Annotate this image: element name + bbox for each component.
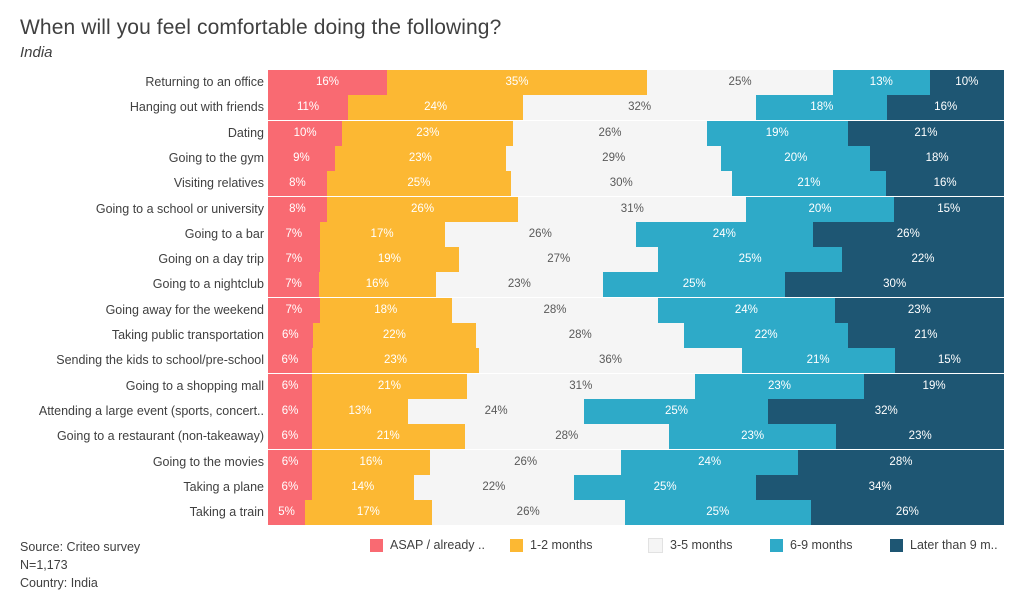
- legend-label: 6-9 months: [790, 538, 853, 552]
- bar-segment: [785, 272, 1004, 297]
- bar-value-label: 32%: [628, 101, 652, 114]
- bar-segment: [268, 121, 342, 146]
- chart-footnote: [20, 538, 140, 592]
- category-label: Going to the movies: [152, 454, 264, 469]
- bar-segment: [658, 298, 835, 323]
- bar-value-label: 24%: [698, 455, 722, 468]
- bar-value-label: 25%: [653, 480, 677, 493]
- legend-swatch-icon: [770, 539, 783, 552]
- bar-value-label: 7%: [285, 303, 303, 316]
- bar-value-label: 6%: [281, 480, 299, 493]
- bar-value-label: 9%: [293, 151, 310, 164]
- bar-value-label: 5%: [278, 506, 295, 519]
- bar-segment: [695, 374, 864, 399]
- bar-segment: [707, 121, 848, 146]
- category-label: Returning to an office: [145, 75, 264, 89]
- bar-value-label: 27%: [547, 253, 571, 266]
- bar-segment: [684, 323, 848, 348]
- bar-value-label: 26%: [528, 227, 552, 240]
- bar-value-label: 26%: [516, 506, 540, 519]
- bar-value-label: 22%: [482, 480, 506, 493]
- category-label: Taking a train: [189, 505, 264, 520]
- bar-segment: [408, 399, 585, 424]
- bar-value-label: 8%: [289, 202, 306, 215]
- bar-value-label: 6%: [281, 329, 299, 341]
- plot-area: [38, 70, 1004, 526]
- chart-row: [129, 95, 1004, 120]
- bar-value-label: 23%: [408, 151, 432, 164]
- bar-value-label: 24%: [424, 101, 448, 114]
- bar-value-label: 16%: [933, 177, 957, 190]
- chart-row: [152, 450, 1004, 475]
- bar-segment: [414, 475, 574, 500]
- legend-item[interactable]: [770, 534, 853, 556]
- bar-value-label: 16%: [365, 278, 389, 291]
- bar-value-label: 28%: [568, 329, 592, 341]
- bar-segment: [312, 348, 480, 373]
- bar-segment: [459, 247, 658, 272]
- category-label: Going to a school or university: [95, 201, 264, 216]
- bar-segment: [268, 70, 387, 95]
- bar-segment: [746, 197, 893, 222]
- bar-segment: [305, 500, 431, 525]
- category-label: Going to a shopping mall: [125, 378, 264, 393]
- bar-value-label: 21%: [806, 354, 830, 367]
- bar-segment: [848, 323, 1004, 348]
- bar-value-label: 22%: [911, 253, 935, 266]
- bar-segment: [732, 171, 887, 196]
- bar-segment: [268, 475, 312, 500]
- bar-segment: [312, 450, 430, 475]
- bar-value-label: 6%: [281, 430, 299, 443]
- bar-segment: [621, 450, 798, 475]
- bar-value-label: 30%: [883, 278, 907, 291]
- category-label: Hanging out with friends: [129, 100, 264, 115]
- bar-segment: [523, 95, 756, 120]
- bar-value-label: 23%: [741, 430, 765, 443]
- bar-segment: [268, 171, 327, 196]
- bar-value-label: 20%: [784, 151, 808, 164]
- bar-segment: [669, 424, 837, 449]
- legend-swatch-icon: [510, 539, 523, 552]
- chart-row: [168, 146, 1004, 171]
- bar-value-label: 23%: [384, 354, 408, 367]
- bar-value-label: 11%: [296, 101, 320, 114]
- bar-value-label: 21%: [914, 126, 938, 139]
- chart-row: [111, 323, 1004, 348]
- bar-segment: [268, 500, 305, 525]
- bar-value-label: 23%: [908, 430, 932, 443]
- bar-value-label: 23%: [507, 278, 531, 291]
- bar-segment: [756, 475, 1004, 500]
- legend-item[interactable]: [510, 534, 593, 556]
- bar-value-label: 15%: [937, 354, 961, 367]
- bar-value-label: 23%: [907, 303, 931, 316]
- chart-row: [125, 374, 1004, 399]
- bar-value-label: 26%: [514, 455, 538, 468]
- bar-segment: [268, 222, 320, 247]
- bar-segment: [327, 171, 511, 196]
- bar-segment: [268, 272, 319, 297]
- bar-value-label: 24%: [734, 303, 758, 316]
- bar-value-label: 25%: [706, 506, 730, 519]
- bar-value-label: 26%: [411, 202, 435, 215]
- bar-value-label: 35%: [505, 76, 529, 88]
- bar-segment: [835, 298, 1004, 323]
- bar-value-label: 22%: [382, 329, 406, 341]
- bar-segment: [452, 298, 658, 323]
- category-label: Taking a plane: [183, 479, 264, 494]
- bar-segment: [506, 146, 722, 171]
- legend-swatch-icon: [648, 538, 663, 553]
- bar-segment: [930, 70, 1004, 95]
- bar-segment: [756, 95, 887, 120]
- bar-segment: [836, 424, 1004, 449]
- chart-row: [145, 70, 1004, 95]
- bar-segment: [721, 146, 870, 171]
- legend-label: Later than 9 m..: [910, 538, 998, 552]
- bar-value-label: 17%: [356, 506, 380, 519]
- bar-value-label: 16%: [359, 455, 383, 468]
- bar-value-label: 28%: [555, 430, 579, 443]
- bar-value-label: 28%: [543, 303, 567, 316]
- legend-label: 3-5 months: [670, 538, 733, 552]
- bar-segment: [312, 424, 465, 449]
- bar-value-label: 34%: [868, 480, 892, 493]
- bar-value-label: 32%: [874, 404, 898, 417]
- chart-row: [189, 500, 1004, 525]
- bar-segment: [864, 374, 1004, 399]
- bar-segment: [342, 121, 513, 146]
- bar-value-label: 25%: [738, 253, 762, 266]
- bar-value-label: 7%: [285, 227, 303, 240]
- bar-segment: [320, 247, 460, 272]
- bar-segment: [268, 197, 327, 222]
- chart-row: [158, 247, 1004, 272]
- bar-segment: [312, 475, 414, 500]
- bar-value-label: 30%: [609, 177, 633, 190]
- bar-value-label: 26%: [896, 227, 920, 240]
- chart-row: [56, 348, 1004, 373]
- sample-size-line: N=1,173: [20, 558, 68, 572]
- category-label: Going to a nightclub: [152, 277, 264, 292]
- bar-value-label: 10%: [955, 76, 979, 88]
- bar-segment: [313, 323, 477, 348]
- bar-segment: [647, 70, 833, 95]
- bar-value-label: 10%: [293, 126, 317, 139]
- source-line: Source: Criteo survey: [20, 540, 141, 554]
- chart-row: [183, 475, 1004, 500]
- bar-segment: [894, 197, 1004, 222]
- bar-value-label: 7%: [285, 278, 302, 291]
- bar-value-label: 18%: [374, 303, 398, 316]
- bar-segment: [467, 374, 695, 399]
- bar-segment: [511, 171, 732, 196]
- bar-segment: [312, 374, 467, 399]
- bar-segment: [335, 146, 506, 171]
- category-label: Going to a bar: [184, 226, 264, 241]
- category-label: Dating: [227, 125, 264, 140]
- bar-segment: [742, 348, 895, 373]
- bar-value-label: 20%: [808, 202, 832, 215]
- bar-segment: [387, 70, 647, 95]
- bar-value-label: 24%: [712, 227, 736, 240]
- bar-value-label: 16%: [315, 76, 339, 88]
- category-label: Attending a large event (sports, concert..: [38, 403, 264, 418]
- bar-segment: [465, 424, 669, 449]
- bar-value-label: 28%: [889, 455, 913, 468]
- bar-segment: [584, 399, 768, 424]
- legend-swatch-icon: [890, 539, 903, 552]
- bar-value-label: 19%: [377, 253, 401, 266]
- bar-value-label: 31%: [569, 379, 593, 392]
- bar-value-label: 13%: [869, 76, 893, 88]
- bar-value-label: 25%: [664, 404, 688, 417]
- legend-label: 1-2 months: [530, 538, 593, 552]
- bar-value-label: 19%: [765, 126, 789, 139]
- chart-row: [173, 171, 1004, 196]
- bar-segment: [887, 95, 1004, 120]
- bar-value-label: 6%: [281, 379, 299, 392]
- bar-segment: [430, 450, 621, 475]
- bar-segment: [268, 399, 312, 424]
- bar-segment: [268, 95, 348, 120]
- bar-segment: [445, 222, 636, 247]
- bar-value-label: 23%: [767, 379, 792, 392]
- category-label: Going to a restaurant (non-takeaway): [56, 429, 264, 444]
- bar-value-label: 17%: [370, 227, 394, 240]
- bar-value-label: 29%: [602, 151, 626, 164]
- bar-value-label: 26%: [598, 126, 622, 139]
- bar-value-label: 24%: [484, 404, 508, 417]
- bar-value-label: 21%: [797, 177, 821, 190]
- chart-row: [95, 197, 1004, 222]
- bar-value-label: 21%: [914, 329, 938, 341]
- bar-value-label: 23%: [416, 126, 440, 139]
- bar-segment: [798, 450, 1004, 475]
- bar-segment: [268, 374, 312, 399]
- bar-segment: [625, 500, 811, 525]
- bar-segment: [327, 197, 518, 222]
- legend-item[interactable]: [370, 534, 485, 556]
- bar-value-label: 21%: [377, 379, 401, 392]
- bar-segment: [312, 399, 408, 424]
- chart-row: [227, 121, 1004, 146]
- bar-segment: [842, 247, 1004, 272]
- bar-segment: [268, 424, 312, 449]
- chart-title: When will you feel comfortable doing the following?: [20, 16, 502, 39]
- bar-segment: [848, 121, 1004, 146]
- chart-row: [184, 222, 1004, 247]
- bar-segment: [436, 272, 604, 297]
- bar-segment: [513, 121, 706, 146]
- bar-segment: [870, 146, 1004, 171]
- bar-segment: [811, 500, 1004, 525]
- bar-segment: [320, 298, 452, 323]
- category-label: Visiting relatives: [173, 176, 264, 191]
- bar-value-label: 14%: [351, 480, 375, 493]
- bar-segment: [348, 95, 523, 120]
- bar-segment: [768, 399, 1004, 424]
- bar-value-label: 7%: [285, 253, 303, 266]
- bar-segment: [886, 171, 1004, 196]
- bar-value-label: 21%: [376, 430, 400, 443]
- bar-segment: [813, 222, 1004, 247]
- category-label: Sending the kids to school/pre-school: [56, 353, 264, 368]
- bar-segment: [603, 272, 785, 297]
- bar-value-label: 8%: [289, 177, 306, 190]
- bar-value-label: 31%: [620, 202, 644, 215]
- bar-value-label: 15%: [937, 202, 961, 215]
- legend-item[interactable]: [890, 534, 998, 556]
- chart-legend: [370, 534, 1020, 556]
- bar-segment: [518, 197, 746, 222]
- bar-segment: [479, 348, 741, 373]
- category-label: Going on a day trip: [158, 252, 264, 267]
- chart-row: [38, 399, 1004, 424]
- bar-segment: [574, 475, 756, 500]
- chart-subtitle: India: [20, 44, 53, 61]
- bar-segment: [636, 222, 813, 247]
- bar-segment: [268, 146, 335, 171]
- bar-segment: [658, 247, 842, 272]
- bar-value-label: 16%: [934, 101, 958, 114]
- bar-value-label: 25%: [682, 278, 706, 291]
- bar-segment: [319, 272, 436, 297]
- category-label: Going to the gym: [168, 150, 264, 165]
- bar-value-label: 26%: [895, 506, 919, 519]
- country-line: Country: India: [20, 576, 98, 590]
- legend-item[interactable]: [648, 534, 733, 556]
- chart-row: [152, 272, 1004, 297]
- bar-segment: [268, 298, 320, 323]
- bar-value-label: 22%: [754, 329, 778, 341]
- category-label: Going away for the weekend: [105, 302, 264, 317]
- bar-segment: [895, 348, 1004, 373]
- legend-label: ASAP / already ..: [390, 538, 485, 552]
- bar-value-label: 13%: [348, 404, 372, 417]
- bar-segment: [268, 348, 312, 373]
- bar-segment: [268, 247, 320, 272]
- bar-segment: [833, 70, 930, 95]
- bar-segment: [432, 500, 625, 525]
- bar-value-label: 6%: [281, 404, 299, 417]
- bar-value-label: 18%: [810, 101, 834, 114]
- bar-value-label: 25%: [728, 76, 752, 88]
- bar-value-label: 25%: [407, 177, 431, 190]
- bar-value-label: 6%: [281, 455, 299, 468]
- legend-swatch-icon: [370, 539, 383, 552]
- chart-row: [56, 424, 1004, 449]
- bar-segment: [268, 450, 312, 475]
- bar-value-label: 36%: [598, 354, 622, 367]
- bar-segment: [268, 323, 313, 348]
- category-label: Taking public transportation: [111, 328, 264, 342]
- bar-segment: [320, 222, 445, 247]
- bar-value-label: 19%: [922, 379, 946, 392]
- bar-value-label: 6%: [281, 354, 299, 367]
- bar-value-label: 18%: [925, 151, 949, 164]
- bar-segment: [476, 323, 684, 348]
- chart-row: [105, 298, 1004, 323]
